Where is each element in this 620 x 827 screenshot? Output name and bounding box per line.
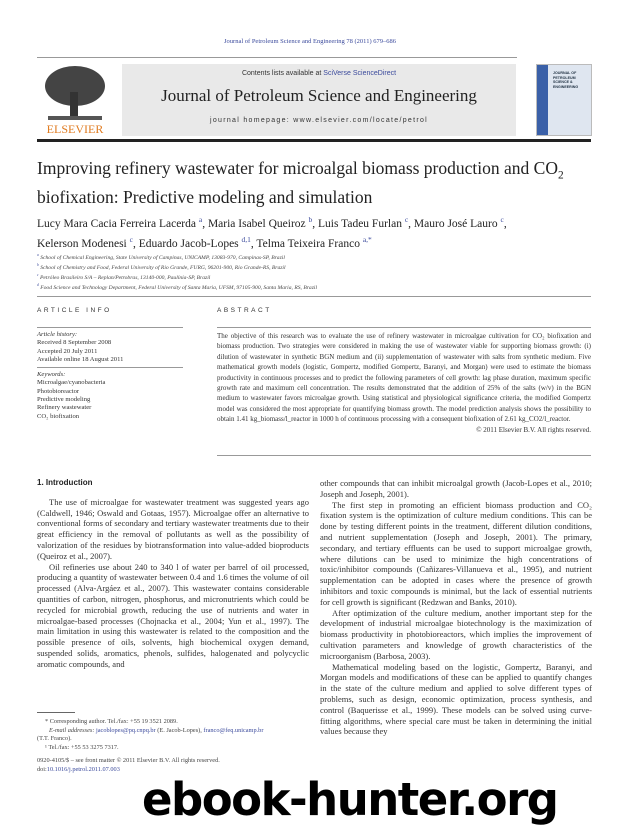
history-item: Accepted 20 July 2011	[37, 347, 98, 355]
copyright: © 2011 Elsevier B.V. All rights reserved.	[476, 425, 591, 434]
article-info-heading: ARTICLE INFO	[37, 307, 112, 314]
abstract-text: The objective of this research was to evaluate the use of refinery wastewater in microalgae cultivation for CO₂ biofixation and biomass production. Two strategies were considered in making the use of wastewater viable for supporting biomass growth: (i) dilution of wastewater in synthetic BGN medium and (ii) supplementation of wastewater with salts from synthetic medium. Five mathematical growth models (logistic, Gompertz, modified Gompertz, Baranyi, and Morgan) were used to estimate the biomass productivity in continuous processes and to predict the following parameters of cell growth: lag phase duration, maximum specific growth rate and maximum cell concentration. The results demonstrated that the addition of 25% of the salts (w/v) in the BGN medium to wastewater favors microalgae growth. Using statistical and physiological significance criteria, the modified Gompertz model was considered the most appropriate for quantifying biomass growth. The model prediction analysis shows the possibility to obtain 1.41 kg_biomass/l_reactor in 1000 h of continuous processing with a consequent biofixation of 2.61 kg_CO2/l_reactor.	[217, 332, 591, 424]
paragraph: Mathematical modeling based on the logistic, Gompertz, Baranyi, and Morgan models and modifications of these can be applied to quantify changes in the state of the culture medium and applied to solve different types of problems, such as design, economic optimization, process synthesis, and control (Baquerisse et al., 1999). These models can be solved using curve-fitting algorithms, where special care must be taken in determining the initial values because they	[320, 661, 592, 737]
abstract	[217, 327, 591, 435]
divider	[217, 455, 591, 456]
author: Eduardo Jacob-Lopes	[138, 237, 239, 250]
journal-name: Journal of Petroleum Science and Engineering	[161, 86, 477, 105]
footnote: ¹ Tel./fax: +55 53 3275 7317.	[45, 743, 119, 751]
watermark: ebook-hunter.org	[142, 773, 558, 826]
affiliation: $^d$ Food Science and Technology Department, Federal University of Santa Maria, UFSM, 97105-900, Santa Maria, RS, Brazil	[37, 282, 318, 291]
history-label: Article history:	[37, 331, 78, 338]
email-link[interactable]: jacoblopes@pq.cnpq.br	[96, 726, 156, 734]
author: Luis Tadeu Furlan	[318, 217, 402, 230]
issn-line: 0920-4105/$ – see front matter © 2011 Elsevier B.V. All rights reserved.	[37, 757, 220, 764]
paragraph: other compounds that can inhibit microalgal growth (Jacob-Lopes et al., 2010; Joseph and Joseph, 2001).	[320, 478, 592, 499]
front-matter: 0920-4105/$ – see front matter © 2011 Elsevier B.V. All rights reserved. doi:10.1016/j.petrol.2011.07.003	[37, 757, 220, 773]
keyword: CO₂ biofixation	[37, 412, 80, 420]
abstract-heading: ABSTRACT	[217, 307, 272, 314]
keyword: Photobioreactor	[37, 387, 80, 395]
history-item: Received 8 September 2008	[37, 339, 112, 347]
footnotes: * Corresponding author. Tel./fax: +55 19 3521 2089. E-mail addresses: jacoblopes@pq.cnpq.br (E. Jacob-Lopes), franco@feq.unicamp.br (T.T. Franco). ¹ Tel./fax: +55 53 3275 7317.	[37, 712, 309, 752]
doi-link[interactable]: 10.1016/j.petrol.2011.07.003	[46, 765, 120, 773]
author: Telma Teixeira Franco	[256, 237, 360, 250]
journal-cover-image: JOURNAL OF PETROLEUM SCIENCE & ENGINEERING	[536, 64, 592, 136]
paragraph: Oil refineries use about 240 to 340 l of water per barrel of oil processed, producing a quantity of wastewater between 0.4 and 1.6 times the volume of oil processed (Alva-Argáez et al., 2007). This wastewater contains considerable quantities of carbon, nitrogen, phosphorus, and micronutrients which could be recycled for microbial growth, reducing the use of nutrients and water in microalgae-based processes (Chojnacka et al., 2004; Yun et al., 1997). The main limitation in using this wastewater is related to the composition and the possible presence of oils, solvents, high biochemical oxygen demand, suspended solids, aromatics, phenols, sulfides, halogenated and polycyclic aromatic compounds, and	[37, 561, 309, 669]
keywords-label: Keywords:	[37, 371, 66, 379]
affiliation: $^a$ School of Chemical Engineering, State University of Campinas, UNICAMP, 13083-970, Campinas-SP, Brazil	[37, 253, 285, 261]
author: Kelerson Modenesi	[37, 237, 127, 250]
elsevier-wordmark: ELSEVIER	[46, 122, 104, 136]
section-heading: 1. Introduction	[37, 478, 93, 487]
author: Maria Isabel Queiroz	[207, 217, 306, 230]
paragraph: The first step in promoting an efficient biomass production and CO₂ fixation system is the optimization of culture medium conditions. This can be done by testing different points in the treatment, different dilution conditions, and nutrient supplementation (Joseph and Joseph, 2001). The primary, secondary, and tertiary effluents can be used to support microalgae growth, where dilutions can be used to minimize the high concentrations of toxic/inhibitor compounds (Cañizares-Villanueva et al., 1995), and nutrient supplementation can be adopted in cases where the presence of growth inhibitors and toxic compounds is minimal, but the lack of essential nutrients for cell growth is significant (Redzwan and Banks, 2010).	[320, 499, 592, 607]
divider	[37, 57, 517, 58]
author: Mauro José Lauro	[413, 217, 498, 230]
keyword: Refinery wastewater	[37, 404, 92, 412]
journal-homepage[interactable]: journal homepage: www.elsevier.com/locate/petrol	[209, 117, 429, 124]
divider	[37, 296, 591, 297]
author: Lucy Mara Cacia Ferreira Lacerda	[37, 217, 196, 230]
article-title: Improving refinery wastewater for microalgal biomass production and $CO_2$ biofixation: Predictive modeling and simulation	[37, 158, 564, 207]
keyword: Predictive modeling	[37, 396, 91, 404]
email-link[interactable]: franco@feq.unicamp.br	[203, 726, 264, 734]
running-header: Journal of Petroleum Science and Engineering 78 (2011) 679–686	[224, 38, 396, 45]
elsevier-logo	[42, 64, 108, 136]
sciencedirect-link[interactable]: SciVerse ScienceDirect	[323, 70, 397, 77]
left-column	[37, 478, 309, 670]
affiliations	[37, 252, 597, 291]
journal-masthead	[122, 64, 516, 136]
history-item: Available online 18 August 2011	[37, 355, 124, 363]
paragraph: After optimization of the culture medium, another important step for the development of industrial microalgae biotechnology is the maximization of biomass productivity in photobioreactors, which implies the improvement of cultivation parameters and knowledge of growth characteristics of the microorganism (Barbosa, 2003).	[320, 607, 592, 661]
affiliation: $^b$ School of Chemistry and Food, Federal University of Rio Grande, FURG, 96201-900, Rio Grande-RS, Brazil	[37, 262, 286, 271]
divider	[37, 139, 591, 142]
affiliation: $^c$ Petróleo Brasileiro S/A – Replan/Petrobras, 13140-000, Paulínia-SP, Brazil	[37, 272, 211, 281]
article-info	[37, 327, 183, 421]
paragraph: The use of microalgae for wastewater treatment was suggested years ago (Caldwell, 1946; Oswald and Gotaas, 1957). Microalgae offer an alternative to conventional forms of secondary and tertiary wastewater treatments due to their great efficiency in the removal of pollutants as well as the possibility of valorization of the residues by biotransformation into value-added bioproducts (Queiroz et al., 2007).	[37, 496, 309, 561]
keyword: Microalgae/cyanobacteria	[37, 379, 106, 387]
author-list: Lucy Mara Cacia Ferreira Lacerda $^a$, Maria Isabel Queiroz $^b$, Luis Tadeu Furlan $^c$, Mauro José Lauro $^c$, Kelerson Modenesi $^c$, Eduardo Jacob-Lopes $^{d,1}$, Telma Teixeira Franco $^{a,*}$	[37, 215, 507, 250]
corresponding-author-note: * Corresponding author. Tel./fax: +55 19 3521 2089.	[45, 718, 178, 725]
contents-prefix: Contents lists available at	[241, 70, 324, 77]
right-column	[320, 478, 592, 737]
